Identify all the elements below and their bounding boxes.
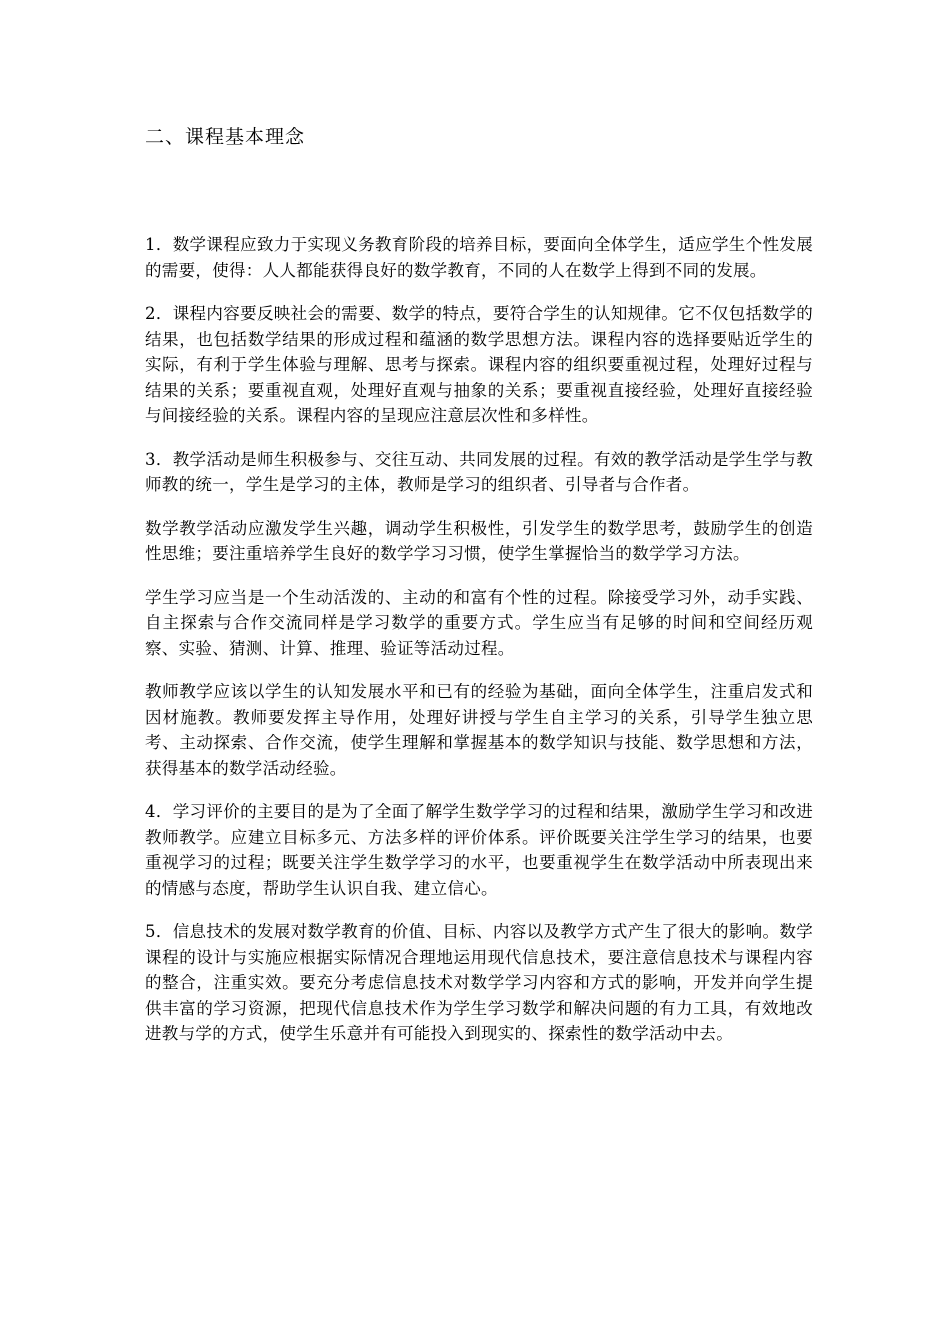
- paragraph-5: 学生学习应当是一个生动活泼的、主动的和富有个性的过程。除接受学习外，动手实践、自主探索与合作交流同样是学习数学的重要方式。学生应当有足够的时间和空间经历观察、实验、猜测、计算、推理、验证等活动过程。: [145, 587, 813, 658]
- paragraph-6: 教师教学应该以学生的认知发展水平和已有的经验为基础，面向全体学生，注重启发式和因材施教。教师要发挥主导作用，处理好讲授与学生自主学习的关系，引导学生独立思考、主动探索、合作交流，使学生理解和掌握基本的数学知识与技能、数学思想和方法，获得基本的数学活动经验。: [145, 682, 813, 778]
- paragraph-4: 数学教学活动应激发学生兴趣，调动学生积极性，引发学生的数学思考，鼓励学生的创造性思维；要注重培养学生良好的数学学习习惯，使学生掌握恰当的数学学习方法。: [145, 518, 813, 563]
- paragraph-7: 4．学习评价的主要目的是为了全面了解学生数学学习的过程和结果，激励学生学习和改进教师教学。应建立目标多元、方法多样的评价体系。评价既要关注学生学习的结果，也要重视学习的过程；既要关注学生数学学习的水平，也要重视学生在数学活动中所表现出来的情感与态度，帮助学生认识自我、建立信心。: [145, 802, 813, 898]
- paragraph-1: 1．数学课程应致力于实现义务教育阶段的培养目标，要面向全体学生，适应学生个性发展的需要，使得：人人都能获得良好的数学教育，不同的人在数学上得到不同的发展。: [145, 235, 813, 280]
- paragraph-2: 2．课程内容要反映社会的需要、数学的特点，要符合学生的认知规律。它不仅包括数学的结果，也包括数学结果的形成过程和蕴涵的数学思想方法。课程内容的选择要贴近学生的实际，有利于学生体验与理解、思考与探索。课程内容的组织要重视过程，处理好过程与结果的关系；要重视直观，处理好直观与抽象的关系；要重视直接经验，处理好直接经验与间接经验的关系。课程内容的呈现应注意层次性和多样性。: [145, 304, 813, 425]
- section-heading: 二、课程基本理念: [145, 126, 306, 148]
- paragraph-8: 5．信息技术的发展对数学教育的价值、目标、内容以及教学方式产生了很大的影响。数学课程的设计与实施应根据实际情况合理地运用现代信息技术，要注意信息技术与课程内容的整合，注重实效。要充分考虑信息技术对数学学习内容和方式的影响，开发并向学生提供丰富的学习资源，把现代信息技术作为学生学习数学和解决问题的有力工具，有效地改进教与学的方式，使学生乐意并有可能投入到现实的、探索性的数学活动中去。: [145, 922, 813, 1043]
- document-body: [145, 232, 813, 1065]
- paragraph-3: 3．教学活动是师生积极参与、交往互动、共同发展的过程。有效的教学活动是学生学与教师教的统一，学生是学习的主体，教师是学习的组织者、引导者与合作者。: [145, 449, 813, 494]
